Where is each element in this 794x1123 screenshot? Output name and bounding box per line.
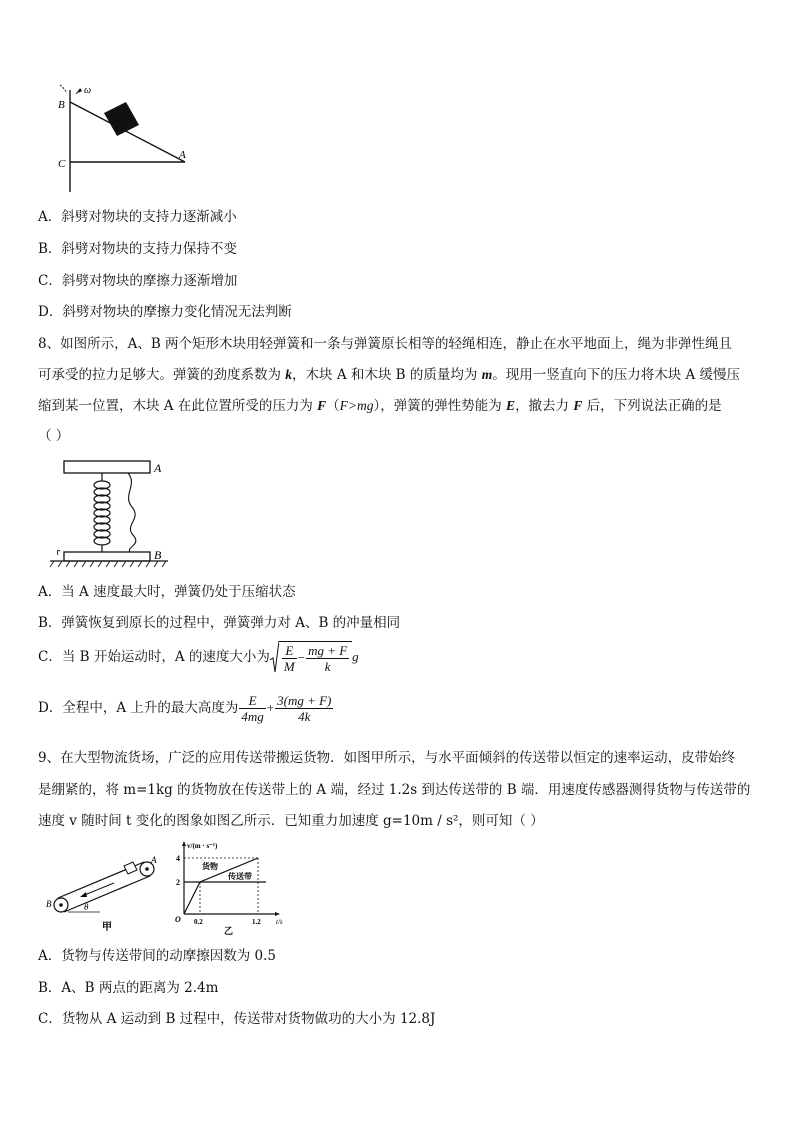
q9-stem-line3: 速度 v 随时间 t 变化的图象如图乙所示．已知重力加速度 g=10m / s²，则可知（ ）	[38, 813, 544, 829]
omega-label: ω	[84, 85, 92, 96]
label-belt: 传送带	[228, 872, 252, 881]
rope	[128, 473, 136, 552]
q9-option-c: C．货物从 A 运动到 B 过程中，传送带对货物做功的大小为 12.8J	[38, 1011, 436, 1027]
label-cargo: 货物	[202, 862, 218, 871]
block-A	[64, 461, 150, 473]
q8-stem-line4: （ ）	[38, 428, 70, 444]
q7-option-a: A．斜劈对物块的支持力逐渐减小	[38, 209, 237, 225]
tick-O: O	[175, 915, 181, 924]
q8-option-c: C．当 B 开始运动时，A 的速度大小为 $\frac{E}{M}$ − $\frac{mg + F}{k}$ g	[38, 640, 359, 674]
label-A: A	[179, 149, 186, 161]
q9-option-a: A．货物与传送带间的动摩擦因数为 0.5	[38, 948, 277, 964]
q9-stem-line2: 是绷紧的，将 m=1kg 的货物放在传送带上的 A 端，经过 1.2s 到达传送带的 B 端．用速度传感器测得货物与传送带的	[38, 782, 751, 798]
q8-option-d: D．全程中，A 上升的最大高度为 $\frac{E}{4mg}$ + $\frac{3(mg + F)}{4k}$	[38, 692, 332, 724]
vt-graph	[170, 838, 290, 938]
q9-option-b: B．A、B 两点的距离为 2.4m	[38, 980, 219, 996]
tick-2: 2	[176, 878, 180, 887]
label-B: B	[46, 899, 52, 909]
q8-option-b: B．弹簧恢复到原长的过程中，弹簧弹力对 A、B 的冲量相同	[38, 615, 401, 631]
tick-0-2: 0.2	[194, 918, 203, 926]
q8-stem-line3: 缩到某一位置，木块 A 在此位置所受的压力为 F（F>mg），弹簧的弹性势能为 E，撤去力 F 后，下列说法正确的是	[38, 398, 722, 414]
sqrt-expression: $\frac{E}{M}$ − $\frac{mg + F}{k}$	[270, 640, 352, 674]
x-axis-label: t/s	[276, 918, 283, 926]
label-B: B	[154, 548, 162, 562]
q8-stem-line2: 可承受的拉力足够大。弹簧的劲度系数为 k，木块 A 和木块 B 的质量均为 m。现用一竖直向下的压力将木块 A 缓慢压	[38, 367, 741, 383]
caption-jia: 甲	[102, 922, 112, 933]
q7-option-c: C．斜劈对物块的摩擦力逐渐增加	[38, 273, 238, 289]
tick-4: 4	[176, 854, 180, 863]
q9-stem-line1: 9、在大型物流货场，广泛的应用传送带搬运货物．如图甲所示，与水平面倾斜的传送带以恒定的速率运动，皮带始终	[38, 750, 736, 766]
block-on-incline	[104, 102, 139, 136]
q8-option-a: A．当 A 速度最大时，弹簧仍处于压缩状态	[38, 584, 296, 600]
cargo-line	[184, 858, 258, 914]
label-A: A	[154, 461, 162, 475]
q7-option-b: B．斜劈对物块的支持力保持不变	[38, 241, 237, 257]
y-axis-label: v/(m · s⁻¹)	[187, 842, 218, 850]
block-B	[64, 552, 150, 561]
q8-stem-line1: 8、如图所示，A、B 两个矩形木块用轻弹簧和一条与弹簧原长相等的轻绳相连，静止在水平地面上，绳为非弹性绳且	[38, 336, 733, 352]
q7-option-d: D．斜劈对物块的摩擦力变化情况无法判断	[38, 304, 292, 320]
label-theta: θ	[84, 902, 89, 912]
label-B: B	[58, 99, 65, 111]
caption-yi: 乙	[224, 926, 234, 936]
incline-figure	[50, 80, 210, 195]
label-A: A	[151, 855, 157, 865]
label-C: C	[58, 158, 66, 170]
spring-rope-figure	[40, 455, 180, 575]
conveyor-figure	[40, 850, 170, 935]
spring	[94, 473, 110, 552]
tick-1-2: 1.2	[252, 918, 261, 926]
